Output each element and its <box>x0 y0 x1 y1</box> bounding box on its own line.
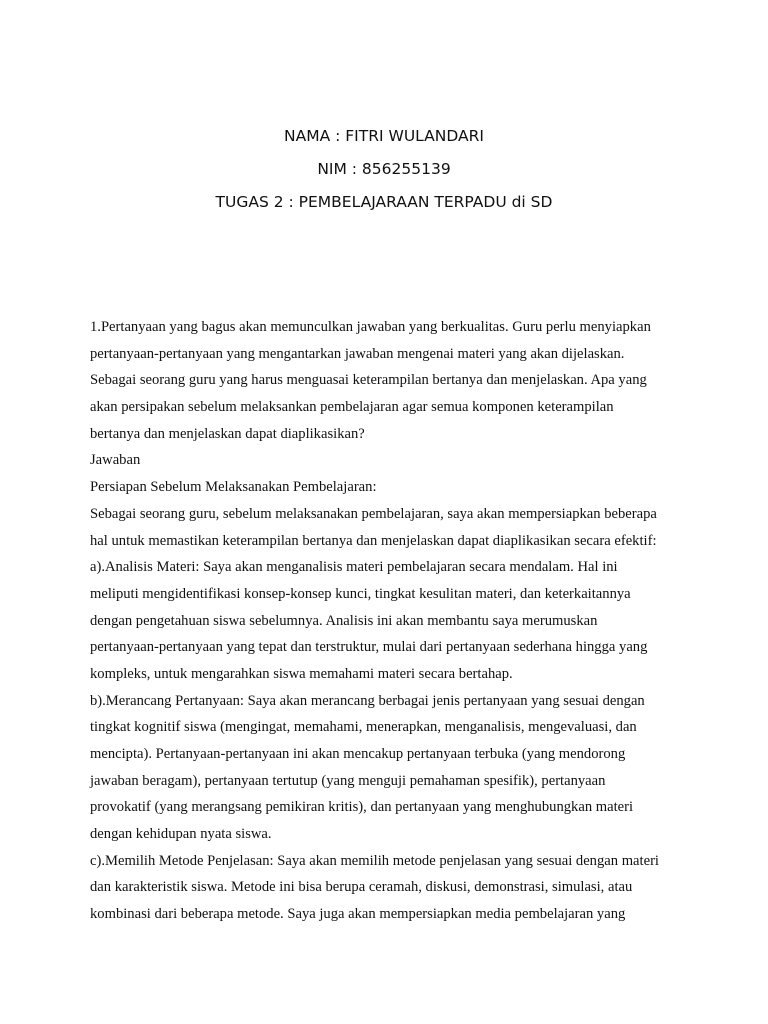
body-line: kompleks, untuk mengarahkan siswa memahami materi secara bertahap. <box>90 665 513 682</box>
body-line: tingkat kognitif siswa (mengingat, memahami, menerapkan, menganalisis, mengevaluasi, dan <box>90 719 637 736</box>
student-name-line: NAMA : FITRI WULANDARI <box>284 127 484 145</box>
document-body <box>90 314 690 928</box>
body-line: bertanya dan menjelaskan dapat diaplikasikan? <box>90 425 365 442</box>
student-id-line: NIM : 856255139 <box>317 160 451 178</box>
body-line: dengan pengetahuan siswa sebelumnya. Analisis ini akan membantu saya merumuskan <box>90 612 598 629</box>
section-heading: Persiapan Sebelum Melaksanakan Pembelajaran: <box>90 479 377 496</box>
body-line: c).Memilih Metode Penjelasan: Saya akan memilih metode penjelasan yang sesuai dengan materi <box>90 852 659 869</box>
body-line: dengan kehidupan nyata siswa. <box>90 826 272 843</box>
body-line: kombinasi dari beberapa metode. Saya juga akan mempersiapkan media pembelajaran yang <box>90 906 626 923</box>
body-line: meliputi mengidentifikasi konsep-konsep kunci, tingkat kesulitan materi, dan keterkaitannya <box>90 585 631 602</box>
body-line: mencipta). Pertanyaan-pertanyaan ini akan mencakup pertanyaan terbuka (yang mendorong <box>90 746 626 762</box>
body-line: hal untuk memastikan keterampilan bertanya dan menjelaskan dapat diaplikasikan secara efektif: <box>90 532 657 549</box>
body-line: akan persipakan sebelum melaksankan pembelajaran agar semua komponen keterampilan <box>90 399 614 416</box>
body-line: Sebagai seorang guru, sebelum melaksanakan pembelajaran, saya akan mempersiapkan beberapa <box>90 505 657 522</box>
answer-heading: Jawaban <box>90 452 141 469</box>
body-line: b).Merancang Pertanyaan: Saya akan merancang berbagai jenis pertanyaan yang sesuai dengan <box>90 692 645 709</box>
assignment-title-line: TUGAS 2 : PEMBELAJARAAN TERPADU di SD <box>215 193 553 211</box>
body-line: dan karakteristik siswa. Metode ini bisa berupa ceramah, diskusi, demonstrasi, simulasi, atau <box>90 879 633 896</box>
body-line: 1.Pertanyaan yang bagus akan memunculkan jawaban yang berkualitas. Guru perlu menyiapkan <box>90 319 651 335</box>
body-line: Sebagai seorang guru yang harus menguasai keterampilan bertanya dan menjelaskan. Apa yang <box>90 372 647 389</box>
document-header <box>0 124 768 223</box>
body-line: jawaban beragam), pertanyaan tertutup (yang menguji pemahaman spesifik), pertanyaan <box>90 772 606 789</box>
body-line: a).Analisis Materi: Saya akan menganalisis materi pembelajaran secara mendalam. Hal ini <box>90 559 618 576</box>
body-line: pertanyaan-pertanyaan yang tepat dan terstruktur, mulai dari pertanyaan sederhana hingga yang <box>90 639 648 656</box>
body-line: pertanyaan-pertanyaan yang mengantarkan jawaban mengenai materi yang akan dijelaskan. <box>90 345 625 362</box>
body-line: provokatif (yang merangsang pemikiran kritis), dan pertanyaan yang menghubungkan materi <box>90 799 634 816</box>
